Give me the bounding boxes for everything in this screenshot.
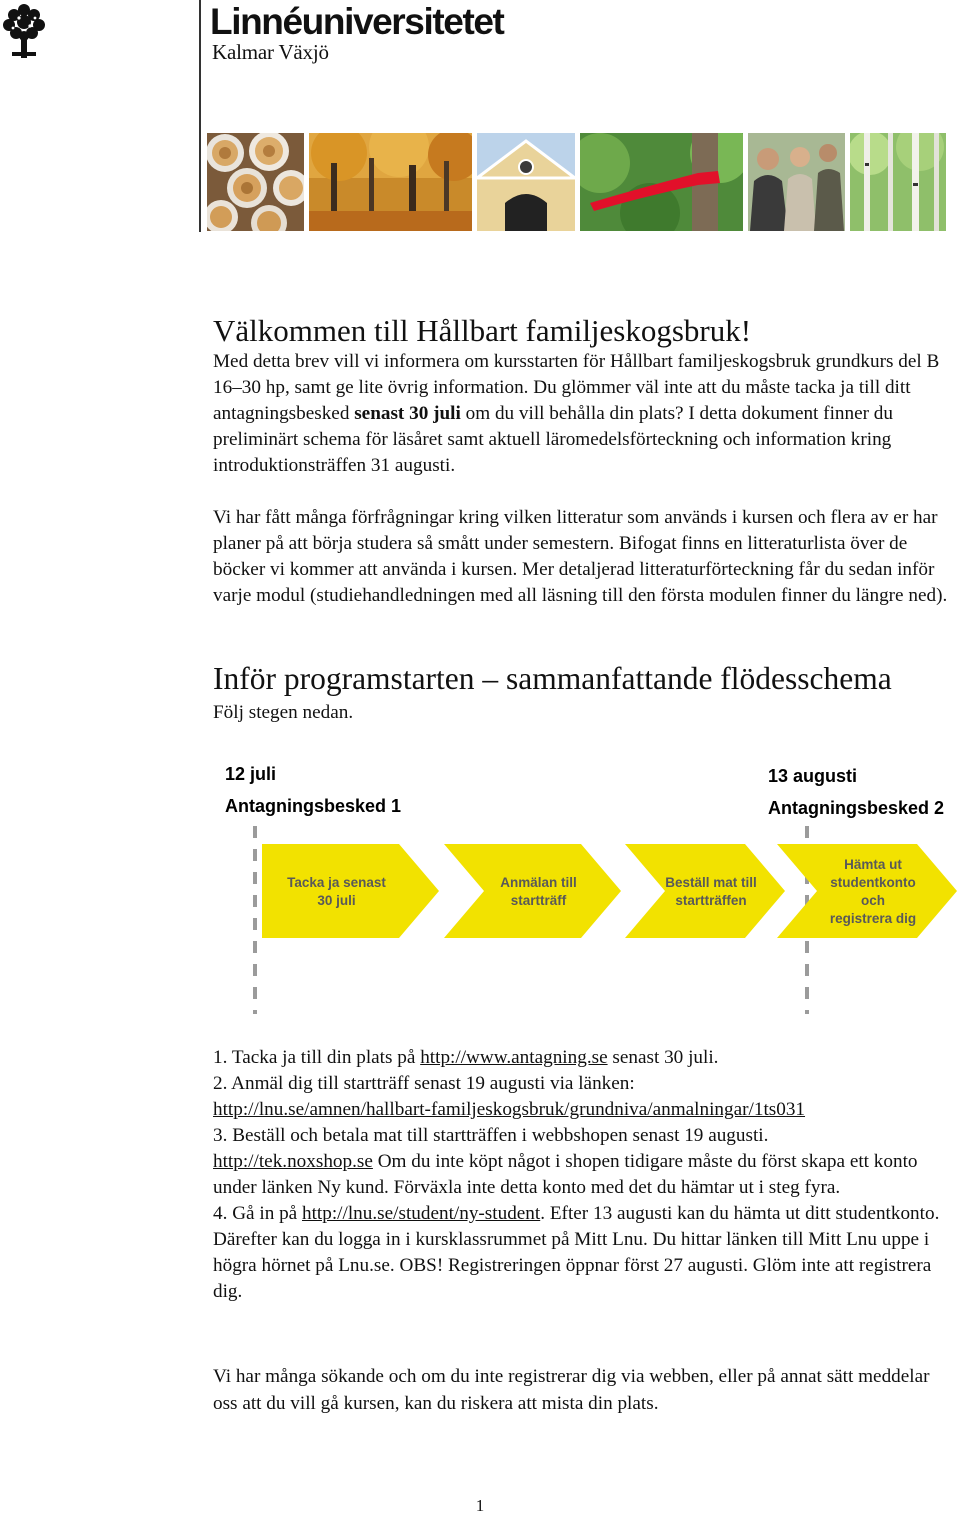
section-title: Inför programstarten – sammanfattande flödesschema: [213, 661, 892, 696]
campus-names: Kalmar Växjö: [212, 40, 329, 64]
step-3-details: [213, 1149, 948, 1201]
step-4: [213, 1201, 948, 1305]
closing-paragraph: Vi har många sökande och om du inte registrerar dig via webben, eller på annat sätt meddelar oss att du vill gå kursen, kan du riskera att mista din plats.: [213, 1366, 930, 1414]
flow-step-chevron-3: [625, 844, 785, 938]
step-3: 3. Beställ och betala mat till startträffen i webbshopen senast 19 augusti.: [213, 1125, 769, 1146]
step-4-text-b: . Efter 13 augusti kan du hämta ut ditt studentkonto. Därefter kan du logga in i kursklassrummet på Mitt Lnu. Du hittar länken till Mitt Lnu uppe i högra hörnet på Lnu.se. OBS! Registreringen öppnar först 27 augusti. Glöm inte att registrera dig.: [213, 1203, 940, 1302]
forest-group-icon: [748, 133, 845, 231]
intro-paragraph: [213, 349, 953, 479]
step-1-text: 1. Tacka ja till din plats på: [213, 1047, 421, 1068]
flow-step-3-label: startträffen: [675, 893, 747, 908]
barn-gable-icon: [477, 133, 575, 231]
flow-step-3-label: Beställ mat till: [665, 875, 757, 890]
header-photo-strip: [207, 133, 949, 231]
page-title: Välkommen till Hållbart familjeskogsbruk!: [213, 313, 752, 348]
section-subtitle: Följ stegen nedan.: [213, 702, 354, 723]
flow-step-chevron-1: [262, 844, 439, 938]
step-2-link-line: [213, 1097, 948, 1123]
intro-section: [213, 313, 953, 609]
antagning-link[interactable]: http://www.antagning.se: [420, 1047, 608, 1068]
flow-step-4-label: Hämta ut: [844, 857, 902, 872]
marked-tree-icon: [580, 133, 743, 231]
birch-forest-icon: [850, 133, 946, 231]
log-pile-icon: [207, 133, 304, 231]
flow-step-4-label: och: [860, 893, 886, 908]
page-number: 1: [475, 1496, 485, 1515]
steps-list: [213, 1045, 948, 1305]
step-3-text: Om du inte köpt något i shopen tidigare måste du först skapa ett konto under länken Ny kund. Förväxla inte detta konto med det du hämtar ut i steg fyra.: [213, 1151, 918, 1198]
autumn-forest-icon: [309, 133, 472, 231]
flow-step-4-label: studentkonto: [830, 875, 916, 890]
brand-name: Linnéuniversitetet: [210, 1, 504, 42]
flow-section-header: [213, 661, 958, 726]
flow-step-1-label: Tacka ja senast: [287, 875, 386, 890]
flow-step-2-label: Anmälan till: [500, 875, 577, 890]
right-milestone-date: 13 augusti: [768, 766, 858, 786]
step-2: 2. Anmäl dig till startträff senast 19 augusti via länken:: [213, 1073, 635, 1094]
new-student-link[interactable]: http://lnu.se/student/ny-student: [302, 1203, 541, 1224]
flow-step-1-label: 30 juli: [317, 893, 356, 908]
right-milestone-label: Antagningsbesked 2: [768, 798, 945, 818]
header-divider: [199, 0, 201, 232]
step-4-text-a: 4. Gå in på: [213, 1203, 302, 1224]
flow-step-2-label: startträff: [510, 893, 567, 908]
registration-link[interactable]: http://lnu.se/amnen/hallbart-familjeskogsbruk/grundniva/anmalningar/1ts031: [213, 1099, 806, 1120]
flow-diagram: [215, 756, 960, 1016]
literature-paragraph: Vi har fått många förfrågningar kring vilken litteratur som används i kursen och flera av er har planer på att börja studera så smått under semestern. Bifogat finns en litteraturlista över de böcker vi kommer att använda i kursen. Mer detaljerad litteraturförteckning får du sedan inför varje modul (studiehandledningen med all läsning till den första modulen finner du längre ned).: [213, 507, 948, 606]
flow-step-4-label: registrera dig: [829, 911, 917, 926]
step-1: [213, 1045, 948, 1071]
deadline-emphasis: senast 30 juli: [354, 403, 461, 424]
left-milestone-date: 12 juli: [225, 764, 277, 784]
flow-step-chevron-2: [444, 844, 621, 938]
intro-text-a: Med detta brev vill vi informera om kursstarten för Hållbart familjeskogsbruk grundkurs del B 16–30 hp, samt ge lite övrig information. Du glömmer väl inte att du måste tacka ja till ditt antagningsbesked: [213, 351, 940, 424]
tree-logo-icon: [2, 2, 46, 60]
step-1-deadline: senast 30 juli.: [607, 1047, 719, 1068]
flow-steps: [262, 844, 957, 938]
webshop-link[interactable]: http://tek.noxshop.se: [213, 1151, 373, 1172]
left-milestone-label: Antagningsbesked 1: [225, 796, 402, 816]
intro-text-b: om du vill behålla din plats? I detta dokument finner du preliminärt schema för läsåret samt aktuell läromedelsförteckning och information kring introduktionsträffen 31 augusti.: [213, 403, 893, 476]
